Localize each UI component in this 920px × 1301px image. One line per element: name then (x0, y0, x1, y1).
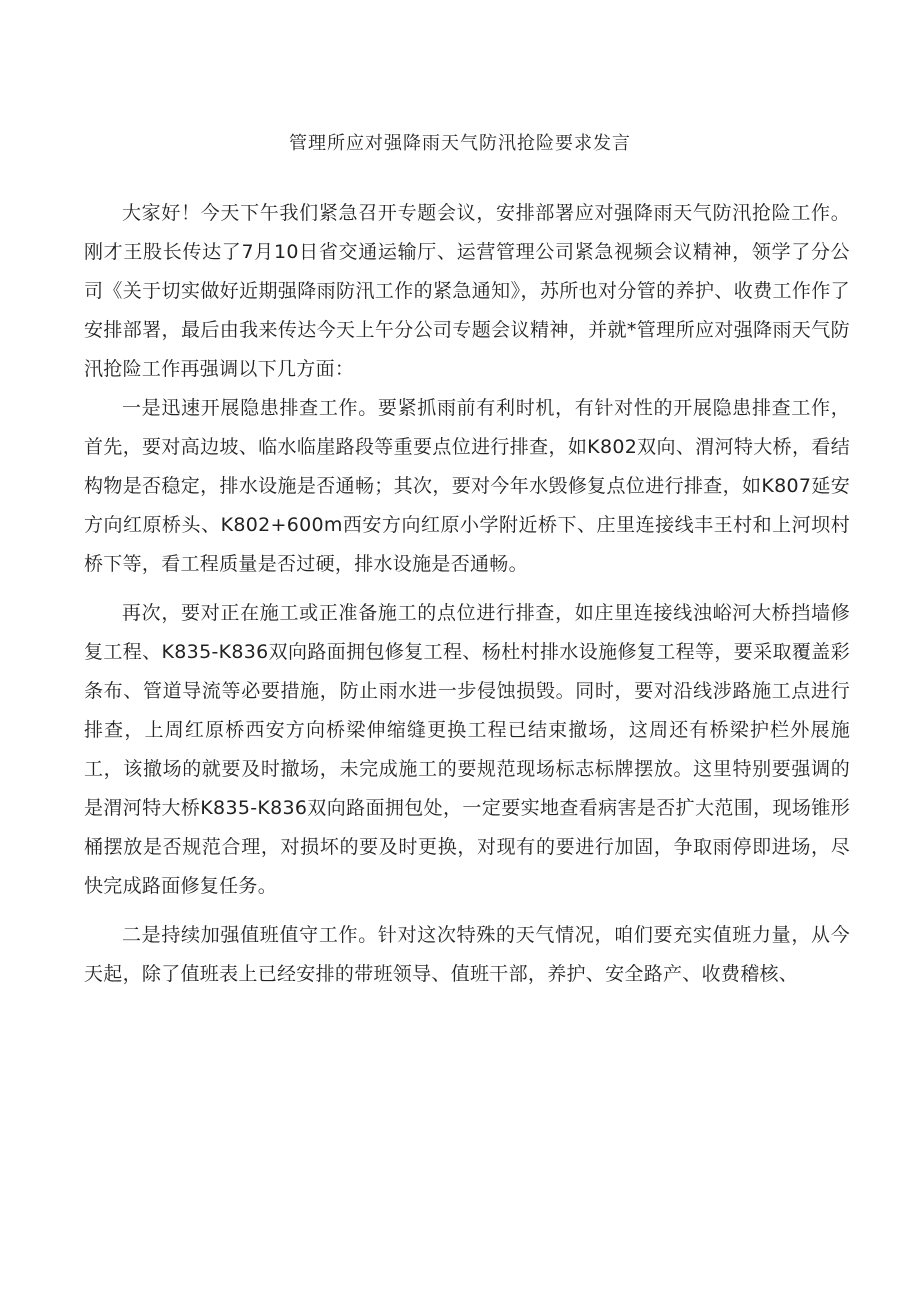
document-body (84, 194, 850, 1002)
paragraph-hazard-inspection: 一是迅速开展隐患排查工作。要紧抓雨前有利时机，有针对性的开展隐患排查工作，首先，要对高边坡、临水临崖路段等重要点位进行排查，如K802双向、渭河特大桥，看结构物是否稳定，排水设施是否通畅；其次，要对今年水毁修复点位进行排查，如K807延安方向红原桥头、K802+600m西安方向红原小学附近桥下、庄里连接线丰王村和上河坝村桥下等，看工程质量是否过硬，排水设施是否通畅。 (84, 397, 850, 575)
paragraph-duty-shift: 二是持续加强值班值守工作。针对这次特殊的天气情况，咱们要充实值班力量，从今天起，除了值班表上已经安排的带班领导、值班干部，养护、安全路产、收费稽核、 (84, 924, 850, 985)
paragraph-construction-inspection: 再次，要对正在施工或正准备施工的点位进行排查，如庄里连接线浊峪河大桥挡墙修复工程、K835-K836双向路面拥包修复工程、杨杜村排水设施修复工程等，要采取覆盖彩条布、管道导流等必要措施，防止雨水进一步侵蚀损毁。同时，要对沿线涉路施工点进行排查，上周红原桥西安方向桥梁伸缩缝更换工程已结束撤场，这周还有桥梁护栏外展施工，该撤场的就要及时撤场，未完成施工的要规范现场标志标牌摆放。这里特别要强调的是渭河特大桥K835-K836双向路面拥包处，一定要实地查看病害是否扩大范围，现场锥形桶摆放是否规范合理，对损坏的要及时更换，对现有的要进行加固，争取雨停即进场，尽快完成路面修复任务。 (84, 602, 850, 897)
document-title: 管理所应对强降雨天气防汛抢险要求发言 (289, 133, 631, 154)
paragraph-opening: 大家好！今天下午我们紧急召开专题会议，安排部署应对强降雨天气防汛抢险工作。刚才王股长传达了7月10日省交通运输厅、运营管理公司紧急视频会议精神，领学了分公司《关于切实做好近期强降雨防汛工作的紧急通知》，苏所也对分管的养护、收费工作作了安排部署，最后由我来传达今天上午分公司专题会议精神，并就*管理所应对强降雨天气防汛抢险工作再强调以下几方面： (84, 202, 850, 380)
